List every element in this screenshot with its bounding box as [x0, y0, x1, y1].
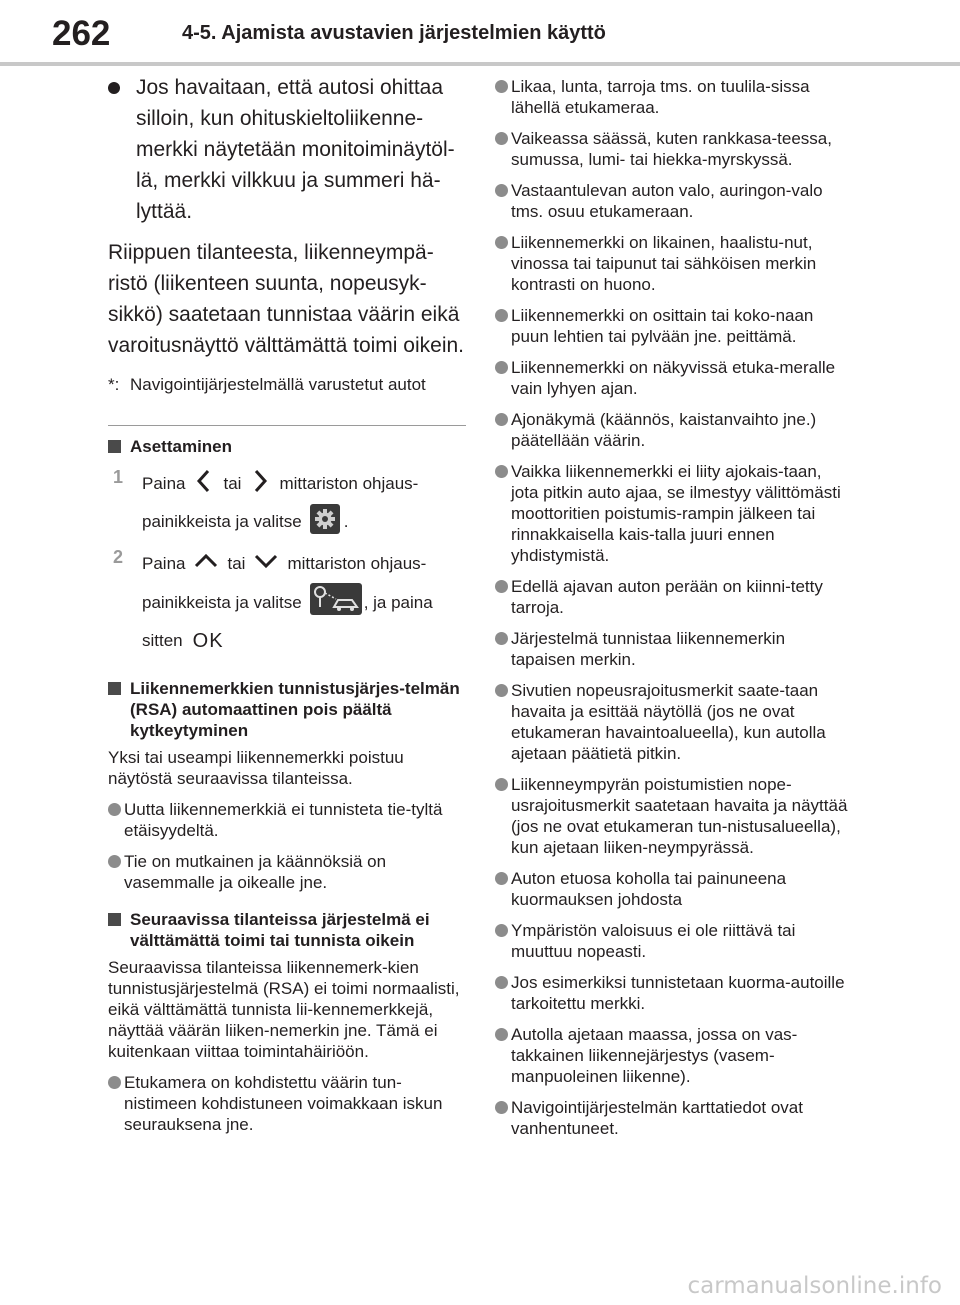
list-item	[495, 128, 850, 170]
heading-square	[108, 682, 121, 695]
list-item-text: Liikennemerkki on likainen, haalistu-nut, vinossa tai taipunut tai sähköisen merkin kontrasti on huono.	[511, 233, 817, 294]
bullet-dot	[495, 976, 508, 989]
step-text: Paina	[142, 474, 186, 493]
list-item	[495, 232, 850, 295]
bullet-dot	[495, 778, 508, 791]
may-fail-text: Seuraavissa tilanteissa liikennemerk-kien tunnistusjärjestelmä (RSA) ei toimi normaalisti, eikä välttämättä tunnista lii-kennemerkkejä, näyttää väärän liiken-nemerkin jne. Tämä ei kuitenkaan viittaa toimintahäiriöön.	[108, 958, 460, 1061]
step-text: .	[343, 512, 349, 531]
bullet-dot	[495, 872, 508, 885]
list-item-text: Vaikka liikennemerkki ei liity ajokais-taan, jota pitkin auto ajaa, se ilmestyy välittömästi moottoritien poistumis-rampin jälkeen tai rinnakkaisella kais-talla juuri ennen yhdistymistä.	[511, 462, 841, 565]
list-item	[495, 1024, 850, 1087]
heading-settings-text: Asettaminen	[130, 437, 233, 456]
bullet-dot	[495, 309, 508, 322]
bullet-dot	[495, 1028, 508, 1041]
bullet-dot	[108, 803, 121, 816]
step-text: sitten	[142, 631, 183, 650]
chevron-down-icon	[253, 551, 279, 578]
list-item	[108, 1072, 466, 1135]
chevron-left-icon	[193, 468, 215, 501]
bullet-dot	[495, 132, 508, 145]
list-item-text: Jos esimerkiksi tunnistetaan kuorma-autoille tarkoitettu merkki.	[511, 973, 845, 1013]
gear-icon	[310, 504, 340, 541]
heading-auto-off-text: Liikennemerkkien tunnistusjärjes-telmän (RSA) automaattinen pois päältä kytkeytyminen	[130, 679, 460, 740]
heading-may-fail-text: Seuraavissa tilanteissa järjestelmä ei välttämättä toimi tai tunnista oikein	[130, 910, 430, 950]
step-number: 2	[113, 547, 124, 567]
bullet-dot	[495, 361, 508, 374]
page-number: 262	[52, 14, 111, 53]
list-item	[495, 972, 850, 1014]
list-item-text: Etukamera on kohdistettu väärin tun-nistimeen kohdistuneen voimakkaan iskun seurauksena jne.	[124, 1073, 443, 1134]
step-1	[108, 465, 466, 541]
heading-square	[108, 440, 121, 453]
watermark: carmanualsonline.info	[687, 1273, 942, 1299]
footnote	[108, 373, 466, 397]
step-text: tai	[227, 554, 246, 573]
list-item	[495, 180, 850, 222]
bullet-dot	[495, 465, 508, 478]
page-header	[0, 0, 960, 58]
bullet-dot	[495, 184, 508, 197]
bullet-dot	[495, 924, 508, 937]
environment-paragraph: Riippuen tilanteesta, liikenneympä-ristö (liikenteen suunta, nopeusyk-sikkö) saatetaan tunnistaa väärin eikä varoitusnäyttö välttämättä toimi oikein.	[108, 241, 464, 357]
list-item-text: Tie on mutkainen ja käännöksiä on vasemmalle ja oikealle jne.	[124, 852, 387, 892]
bullet-dot	[108, 1076, 121, 1089]
list-item	[495, 628, 850, 670]
footnote-text: Navigointijärjestelmällä varustetut autot	[130, 375, 426, 394]
step-text: tai	[223, 474, 242, 493]
list-item	[495, 680, 850, 764]
list-item-text: Liikenneympyrän poistumistien nope-usrajoitusmerkit saatetaan havaita ja näyttää (jos ne ovat etukameran tun-nistusalueella), kun ajetaan liiken-neympyrässä.	[511, 775, 848, 857]
list-item	[495, 1097, 850, 1139]
bullet-dot	[108, 82, 120, 94]
bullet-dot	[495, 413, 508, 426]
list-item-text: Liikennemerkki on osittain tai koko-naan puun lehtien tai pylvään jne. peittämä.	[511, 306, 814, 346]
step-text: painikkeista ja valitse	[142, 592, 302, 612]
list-item-text: Liikennemerkki on näkyvissä etuka-meralle vain lyhyen ajan.	[511, 358, 836, 398]
chevron-right-icon	[249, 468, 271, 501]
list-item-text: Auton etuosa koholla tai painuneena kuormauksen johdosta	[511, 869, 787, 909]
heading-auto-off	[108, 678, 466, 741]
right-column	[495, 70, 850, 1139]
list-item	[495, 920, 850, 962]
left-column	[108, 70, 466, 1135]
list-item	[495, 868, 850, 910]
step-text: painikkeista ja valitse	[142, 512, 302, 531]
bullet-dot	[495, 580, 508, 593]
step-number: 1	[113, 467, 124, 487]
bullet-dot	[495, 684, 508, 697]
step-text: mittariston ohjaus-	[287, 554, 427, 573]
list-item-text: Uutta liikennemerkkiä ei tunnisteta tie-tyltä etäisyydeltä.	[124, 800, 443, 840]
step-2	[108, 545, 466, 660]
header-rule	[0, 62, 960, 66]
list-item	[495, 76, 850, 118]
list-item-text: Vastaantulevan auton valo, auringon-valo tms. osuu etukameraan.	[511, 181, 823, 221]
list-item-text: Ympäristön valoisuus ei ole riittävä tai muuttuu nopeasti.	[511, 921, 796, 961]
list-item	[495, 409, 850, 451]
list-item-text: Vaikeassa säässä, kuten rankkasa-teessa, sumussa, lumi- tai hiekka-myrskyssä.	[511, 129, 832, 169]
list-item	[495, 774, 850, 858]
list-item-text: Ajonäkymä (käännös, kaistanvaihto jne.) päätellään väärin.	[511, 410, 817, 450]
list-item	[495, 357, 850, 399]
bullet-dot	[495, 80, 508, 93]
auto-off-text: Yksi tai useampi liikennemerkki poistuu näytöstä seuraavissa tilanteissa.	[108, 748, 404, 788]
list-item-text: Likaa, lunta, tarroja tms. on tuulila-sissa lähellä etukameraa.	[511, 77, 810, 117]
list-item-text: Edellä ajavan auton perään on kiinni-tetty tarroja.	[511, 577, 823, 617]
section-title: 4-5. Ajamista avustavien järjestelmien käyttö	[182, 22, 606, 44]
list-item	[495, 576, 850, 618]
step-text: Paina	[142, 554, 186, 573]
bullet-dot	[495, 236, 508, 249]
ok-button-glyph: OK	[192, 630, 224, 652]
list-item-text: Autolla ajetaan maassa, jossa on vas-takkainen liikennejärjestys (vasem-manpuoleinen liikenne).	[511, 1025, 798, 1086]
heading-may-fail	[108, 909, 466, 951]
overtake-warning-text: Jos havaitaan, että autosi ohittaa silloin, kun ohituskieltoliikenne-merkki näytetään monitoiminäytöl-lä, merkki vilkkuu ja summeri hä-lyttää.	[136, 76, 455, 223]
list-item	[108, 851, 466, 893]
list-item-text: Sivutien nopeusrajoitusmerkit saate-taan havaita ja esittää näytöllä (jos ne ovat etukameran havaintoalueella), kun autolla ajetaan päätietä pitkin.	[511, 681, 826, 763]
list-item-text: Navigointijärjestelmän karttatiedot ovat vanhentuneet.	[511, 1098, 803, 1138]
list-item	[495, 461, 850, 566]
chevron-up-icon	[193, 551, 219, 578]
bullet-dot	[495, 632, 508, 645]
bullet-dot	[108, 855, 121, 868]
heading-square	[108, 913, 121, 926]
section-divider	[108, 425, 466, 426]
overtake-warning-bullet	[108, 72, 466, 227]
list-item	[495, 305, 850, 347]
bullet-dot	[495, 1101, 508, 1114]
footnote-mark: *:	[108, 375, 120, 394]
step-text: , ja paina	[363, 592, 433, 612]
heading-settings	[108, 436, 466, 457]
list-item	[108, 799, 466, 841]
traffic-sign-car-icon	[310, 583, 362, 622]
list-item-text: Järjestelmä tunnistaa liikennemerkin tapaisen merkin.	[511, 629, 786, 669]
step-text: mittariston ohjaus-	[279, 474, 419, 493]
